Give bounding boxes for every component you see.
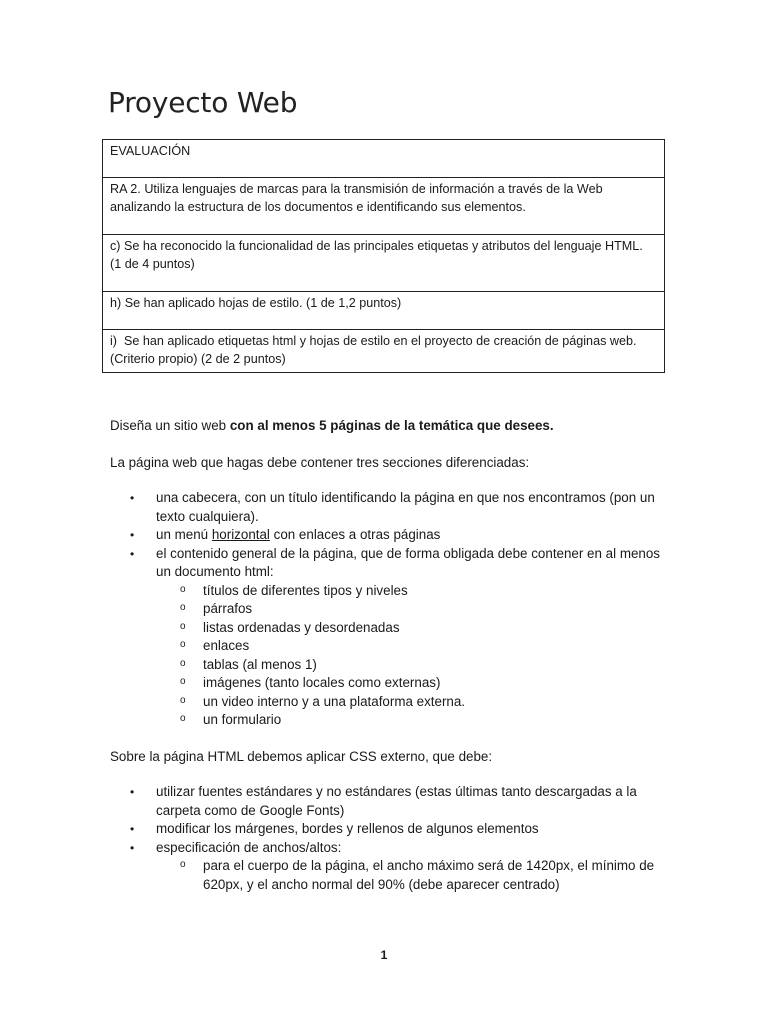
margins-item-text: modificar los márgenes, bordes y rellenos de algunos elementos [156,821,539,836]
sizes-sublist [156,857,670,894]
learning-outcome-text: Utiliza lenguajes de marcas para la transmisión de información a través de la Web analizando la estructura de los documentos e identificando sus elementos. [110,182,603,214]
circle-bullet-icon: o [180,620,186,632]
criterion-c: c) Se ha reconocido la funcionalidad de las principales etiquetas y atributos del lenguaje HTML. (1 de 4 puntos) [103,235,665,292]
bullet-icon: • [130,491,135,505]
sub-item-text: un video interno y a una plataforma externa. [203,693,466,709]
sub-item-text: para el cuerpo de la página, el ancho máximo será de 1420px, el mínimo de 620px, y el ancho normal del 90% (debe aparecer centrado) [203,858,655,892]
list-item [110,839,670,895]
intro-prefix: Diseña un sitio web [110,418,230,433]
sub-list-item [156,857,670,894]
sub-item-text: imágenes (tanto locales como externas) [203,675,441,690]
bullet-icon: • [130,822,135,836]
content-item-text: el contenido general de la página, que de forma obligada debe contener en al menos un documento html: [156,545,661,579]
sub-item-text: enlaces [203,638,250,653]
header-item-text: una cabecera, con un título identificando la página en que nos encontramos (pon un texto cualquiera). [156,490,655,524]
menu-item-prefix: un menú [156,527,212,542]
evaluation-table [102,139,665,373]
circle-bullet-icon: o [180,713,186,724]
page-number: 1 [380,948,388,962]
menu-item-suffix: con enlaces a otras páginas [269,527,441,542]
content-sublist [156,582,670,730]
learning-outcome-code: RA 2. [110,182,141,196]
sub-item-text: tablas (al menos 1) [203,656,317,672]
list-item [110,783,670,820]
sub-list-item [156,582,670,601]
bullet-icon: • [130,546,135,561]
table-row [103,140,665,178]
list-item [110,820,670,839]
bullet-icon: • [130,840,135,855]
sub-item-text: un formulario [203,712,282,727]
circle-bullet-icon: o [180,694,186,706]
table-row [103,178,665,235]
sections-list [110,489,670,730]
evaluation-header: EVALUACIÓN [103,140,665,178]
css-list [110,783,670,894]
bullet-icon: • [130,528,135,542]
table-row [103,235,665,292]
sections-intro: La página web que hagas debe contener tres secciones diferenciadas: [110,455,530,470]
sub-list-item [156,693,670,712]
sub-item-text: listas ordenadas y desordenadas [203,619,400,635]
circle-bullet-icon: o [180,639,186,650]
intro-paragraph [110,417,670,436]
css-intro: Sobre la página HTML debemos aplicar CSS externo, que debe: [110,749,493,764]
sizes-item-text: especificación de anchos/altos: [156,839,342,855]
circle-bullet-icon: o [180,657,186,669]
sub-list-item [156,619,670,638]
criterion-h: h) Se han aplicado hojas de estilo. (1 de 1,2 puntos) [103,292,665,330]
table-row [103,292,665,330]
sub-list-item [156,600,670,619]
circle-bullet-icon: o [180,583,186,595]
criterion-i: i) Se han aplicado etiquetas html y hojas de estilo en el proyecto de creación de páginas web. (Criterio propio) (2 de 2 puntos) [103,330,665,373]
sub-list-item [156,637,670,656]
menu-item-underlined: horizontal [211,527,270,542]
bullet-icon: • [130,785,135,799]
sub-list-item [156,711,670,730]
circle-bullet-icon: o [180,602,186,613]
fonts-item-text: utilizar fuentes estándares y no estándares (estas últimas tanto descargadas a la carpeta como de Google Fonts) [156,784,637,818]
list-item [110,545,670,730]
sub-item-text: párrafos [203,601,253,616]
learning-outcome [103,178,665,235]
sub-list-item [156,674,670,693]
table-row [103,330,665,373]
list-item [110,526,670,545]
list-item [110,489,670,526]
circle-bullet-icon: o [180,859,186,870]
intro-bold: con al menos 5 páginas de la temática que desees. [229,418,554,433]
circle-bullet-icon: o [180,676,186,687]
page-title: Proyecto Web [108,86,298,119]
sub-item-text: títulos de diferentes tipos y niveles [203,582,408,598]
sub-list-item [156,656,670,675]
